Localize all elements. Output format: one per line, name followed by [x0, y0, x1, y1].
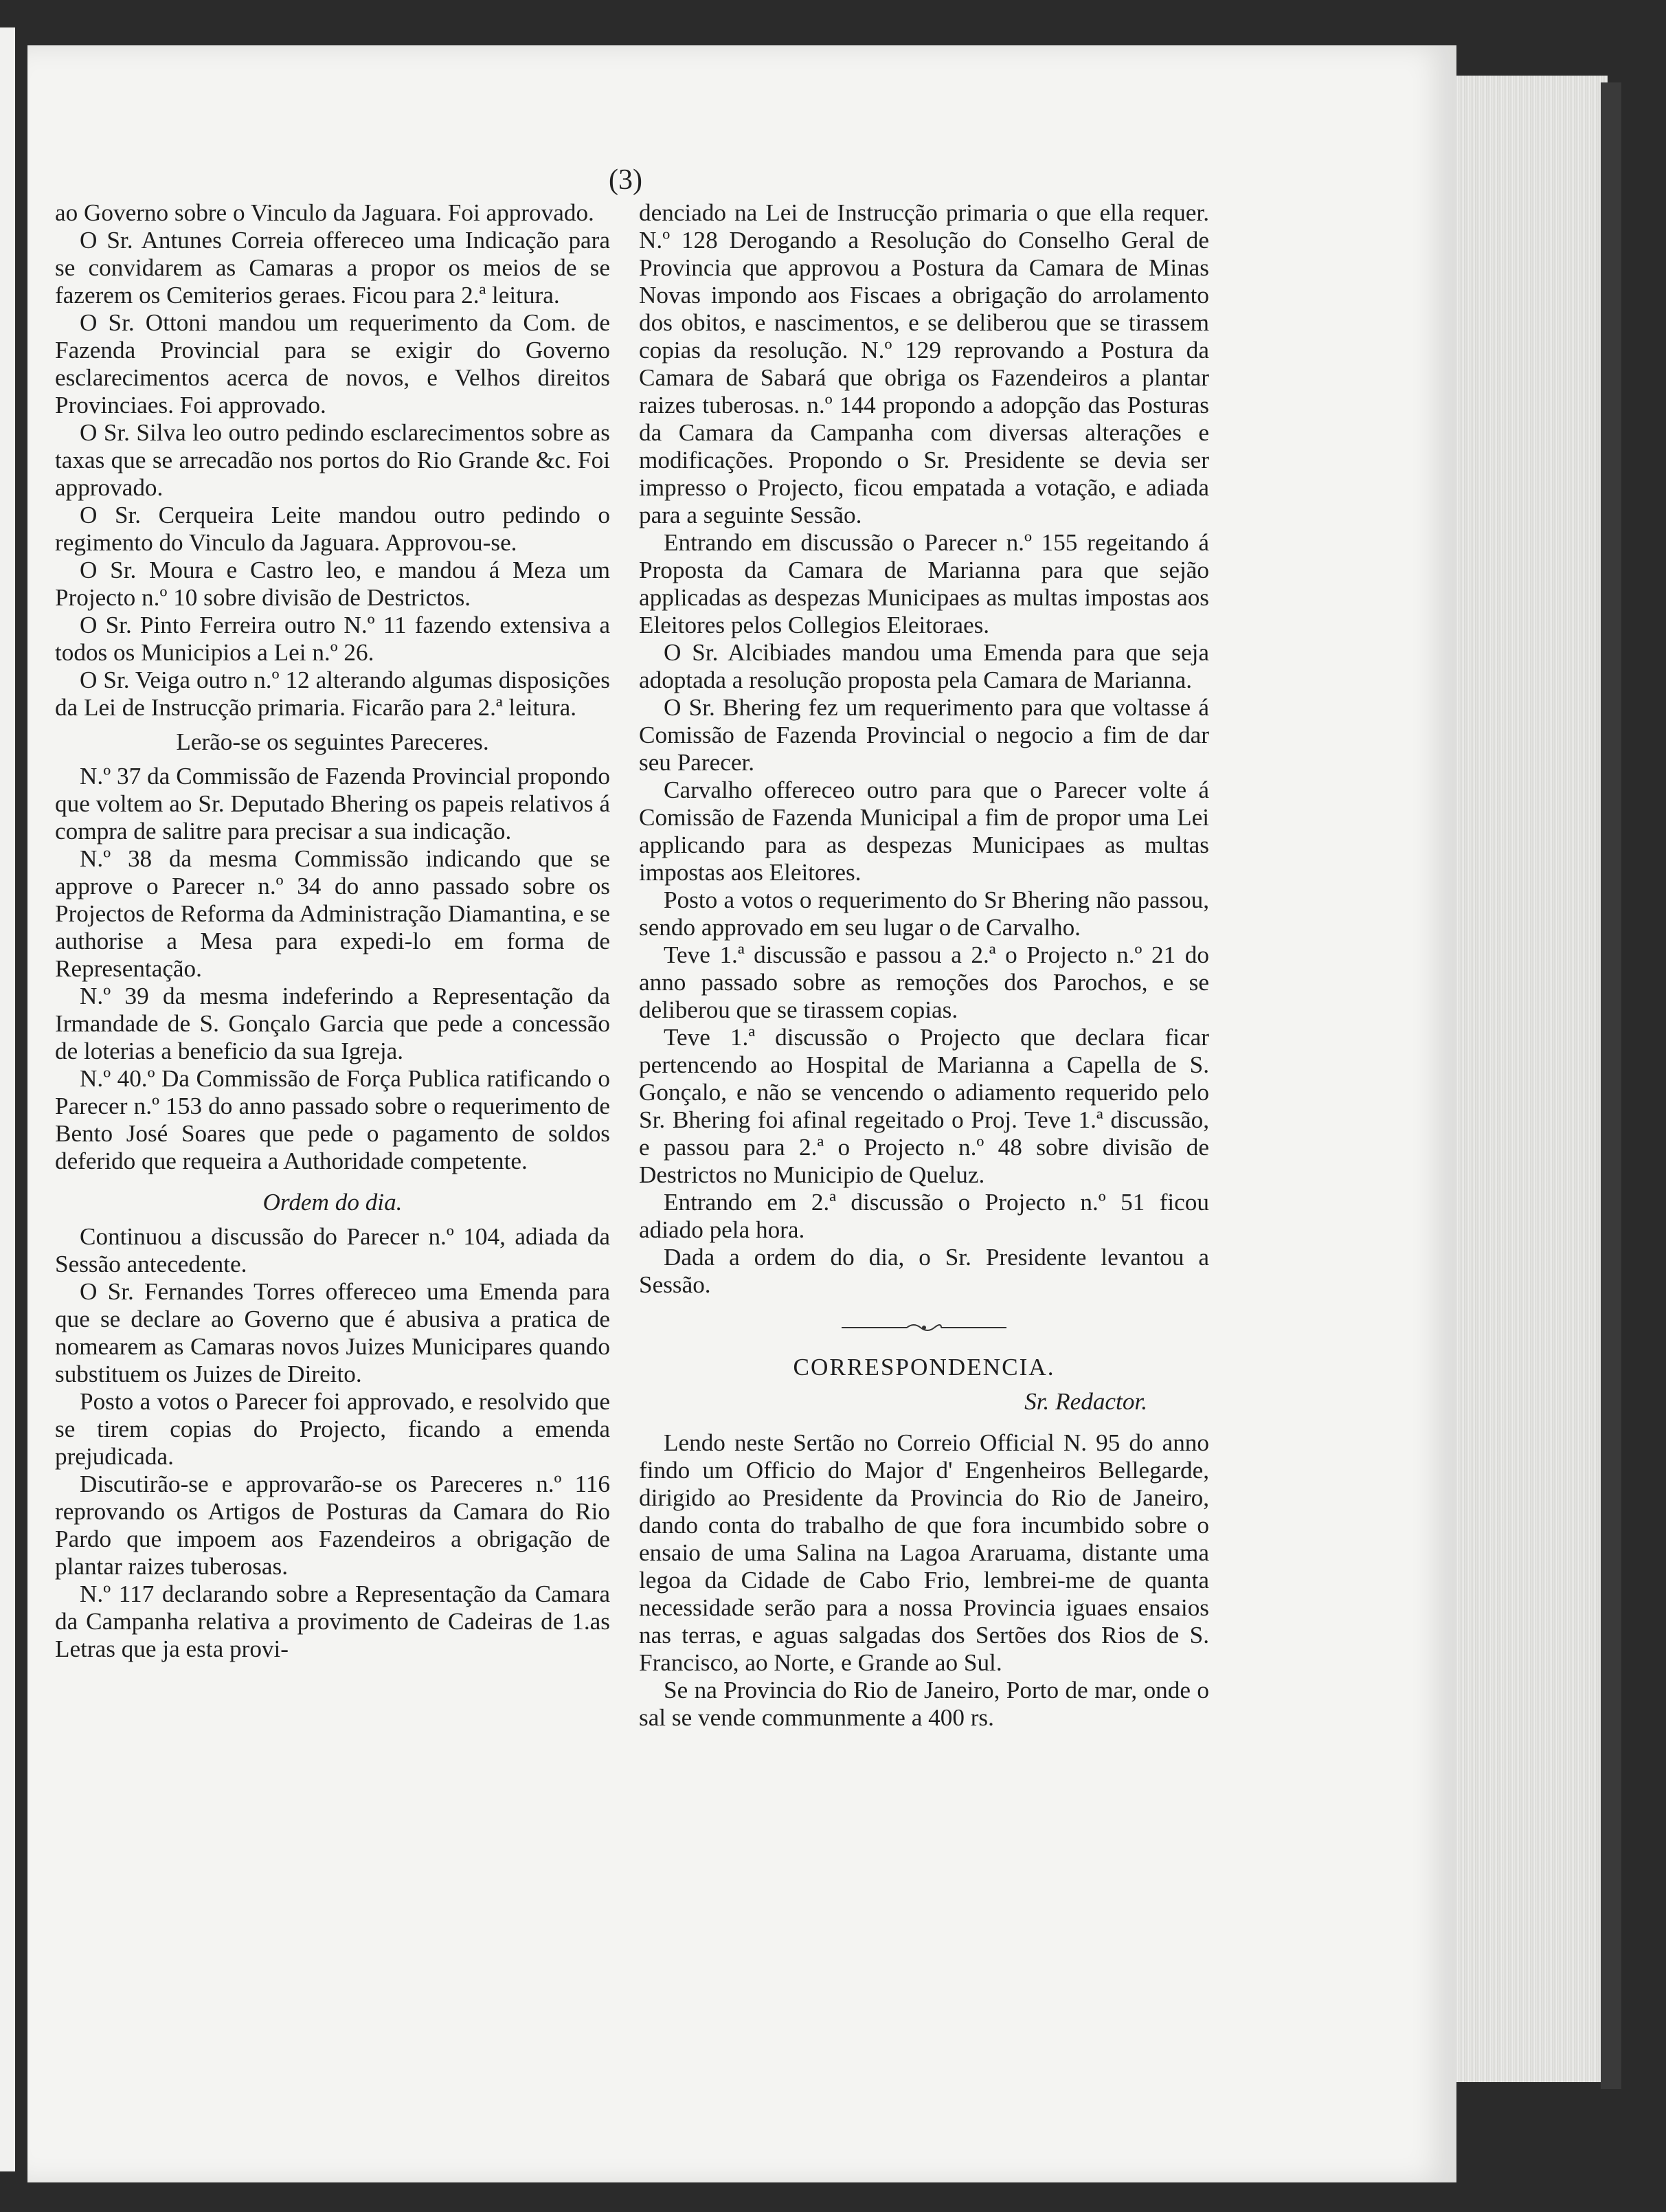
paragraph: O Sr. Cerqueira Leite mandou outro pedindo o regimento do Vinculo da Jaguara. Approvou-se. [55, 502, 610, 556]
paragraph: Teve 1.ª discussão o Projecto que declara ficar pertencendo ao Hospital de Marianna a Capella de S. Gonçalo, e não se vencendo o adiamento requerido pelo Sr. Bhering foi afinal regeitado o Proj. Teve 1.ª discussão, e passou para 2.ª o Projecto n.º 48 sobre divisão de Destrictos no Municipio de Queluz. [639, 1024, 1209, 1188]
paragraph: N.º 37 da Commissão de Fazenda Provincial propondo que voltem ao Sr. Deputado Bhering os papeis relativos á compra de salitre para precisar a sua indicação. [55, 763, 610, 845]
paragraph: O Sr. Moura e Castro leo, e mandou á Meza um Projecto n.º 10 sobre divisão de Destrictos. [55, 557, 610, 611]
book-page-edges [1443, 76, 1608, 2082]
paragraph: Lendo neste Sertão no Correio Official N. 95 do anno findo um Officio do Major d' Engenheiros Bellegarde, dirigido ao Presidente da Provincia do Rio de Janeiro, dando conta do trabalho de que fora incumbido sobre o ensaio de uma Salina na Lagoa Araruama, distante uma legoa da Cidade de Cabo Frio, lembrei-me de quanta necessidade serão para a nossa Provincia iguaes ensaios nas terras, e aguas salgadas dos Sertões dos Rios de S. Francisco, ao Norte, e Grande ao Sul. [639, 1429, 1209, 1676]
paragraph: O Sr. Antunes Correia offereceo uma Indicação para se convidarem as Camaras a propor os meios de se fazerem os Cemiterios geraes. Ficou para 2.ª leitura. [55, 227, 610, 309]
paragraph: O Sr. Silva leo outro pedindo esclarecimentos sobre as taxas que se arrecadão nos portos do Rio Grande &c. Foi approvado. [55, 419, 610, 501]
paragraph: Teve 1.ª discussão e passou a 2.ª o Projecto n.º 21 do anno passado sobre as remoções dos Parochos, e se deliberou que se tirassem copias. [639, 941, 1209, 1023]
left-column [55, 199, 610, 1663]
paragraph: N.º 38 da mesma Commissão indicando que se approve o Parecer n.º 34 do anno passado sobre os Projectos de Reforma da Administração Diamantina, e se authorise a Mesa para expedi-lo em forma de Representação. [55, 845, 610, 982]
ornamental-rule [639, 1322, 1209, 1333]
page-number: (3) [609, 164, 642, 196]
section-heading-ordem-do-dia: Ordem do dia. [262, 1189, 403, 1216]
paragraph: Carvalho offereceo outro para que o Parecer volte á Comissão de Fazenda Municipal a fim de propor uma Lei applicando para as despezas Municipaes as multas impostas aos Eleitores. [639, 777, 1209, 886]
section-heading-correspondencia: CORRESPONDENCIA. [793, 1354, 1055, 1381]
paragraph: O Sr. Ottoni mandou um requerimento da Com. de Fazenda Provincial para se exigir do Governo esclarecimentos acerca de novos, e Velhos direitos Provinciaes. Foi approvado. [55, 309, 610, 418]
paragraph: Se na Provincia do Rio de Janeiro, Porto de mar, onde o sal se vende communmente a 400 rs. [639, 1677, 1209, 1731]
paragraph: Continuou a discussão do Parecer n.º 104, adiada da Sessão antecedente. [55, 1223, 610, 1277]
paragraph: denciado na Lei de Instrucção primaria o que ella requer. N.º 128 Derogando a Resolução do Conselho Geral de Provincia que approvou a Postura da Camara de Minas Novas impondo aos Fiscaes a obrigação do arrolamento dos obitos, e nascimentos, e se deliberou que se tirassem copias da resolução. N.º 129 reprovando a Postura da Camara de Sabará que obriga os Fazendeiros a plantar raizes tuberosas. n.º 144 propondo a adopção das Posturas da Camara da Campanha com diversas alterações e modificações. Propondo o Sr. Presidente se devia ser impresso o Projecto, ficou empatada a votação, e adiada para a seguinte Sessão. [639, 199, 1209, 528]
paragraph: Entrando em discussão o Parecer n.º 155 regeitando á Proposta da Camara de Marianna para que sejão applicadas as despezas Municipaes as multas impostas aos Eleitores pelos Collegios Eleitoraes. [639, 529, 1209, 638]
paragraph: N.º 40.º Da Commissão de Força Publica ratificando o Parecer n.º 153 do anno passado sobre o requerimento de Bento José Soares que pede o pagamento de soldos deferido que requeira a Authoridade competente. [55, 1065, 610, 1174]
salutation: Sr. Redactor. [1024, 1388, 1147, 1415]
previous-page-edge [0, 27, 15, 2171]
paragraph: N.º 39 da mesma indeferindo a Representação da Irmandade de S. Gonçalo Garcia que pede a concessão de loterias a beneficio da sua Igreja. [55, 983, 610, 1064]
paragraph: Discutirão-se e approvarão-se os Pareceres n.º 116 reprovando os Artigos de Posturas da Camara do Rio Pardo que impoem aos Fazendeiros a obrigação de plantar raizes tuberosas. [55, 1471, 610, 1580]
paragraph: Entrando em 2.ª discussão o Projecto n.º 51 ficou adiado pela hora. [639, 1189, 1209, 1243]
section-intro: Lerão-se os seguintes Pareceres. [176, 728, 489, 755]
paragraph: ao Governo sobre o Vinculo da Jaguara. Foi approvado. [55, 199, 594, 226]
paragraph: O Sr. Veiga outro n.º 12 alterando algumas disposições da Lei de Instrucção primaria. Ficarão para 2.ª leitura. [55, 667, 610, 721]
paragraph: O Sr. Pinto Ferreira outro N.º 11 fazendo extensiva a todos os Municipios a Lei n.º 26. [55, 612, 610, 666]
paragraph: Dada a ordem do dia, o Sr. Presidente levantou a Sessão. [639, 1244, 1209, 1298]
paragraph: O Sr. Alcibiades mandou uma Emenda para que seja adoptada a resolução proposta pela Camara de Marianna. [639, 639, 1209, 693]
paragraph: O Sr. Fernandes Torres offereceo uma Emenda para que se declare ao Governo que é abusiva a pratica de nomearem as Camaras novos Juizes Municipares quando substituem os Juizes de Direito. [55, 1278, 610, 1387]
paragraph: Posto a votos o Parecer foi approvado, e resolvido que se tirem copias do Projecto, ficando a emenda prejudicada. [55, 1388, 610, 1470]
right-column [639, 199, 1209, 1732]
paragraph: Posto a votos o requerimento do Sr Bhering não passou, sendo approvado em seu lugar o de Carvalho. [639, 886, 1209, 941]
book-binding [1601, 82, 1621, 2089]
paragraph: N.º 117 declarando sobre a Representação da Camara da Campanha relativa a provimento de Cadeiras de 1.as Letras que ja esta provi- [55, 1580, 610, 1662]
paragraph: O Sr. Bhering fez um requerimento para que voltasse á Comissão de Fazenda Provincial o negocio a fim de dar seu Parecer. [639, 694, 1209, 776]
